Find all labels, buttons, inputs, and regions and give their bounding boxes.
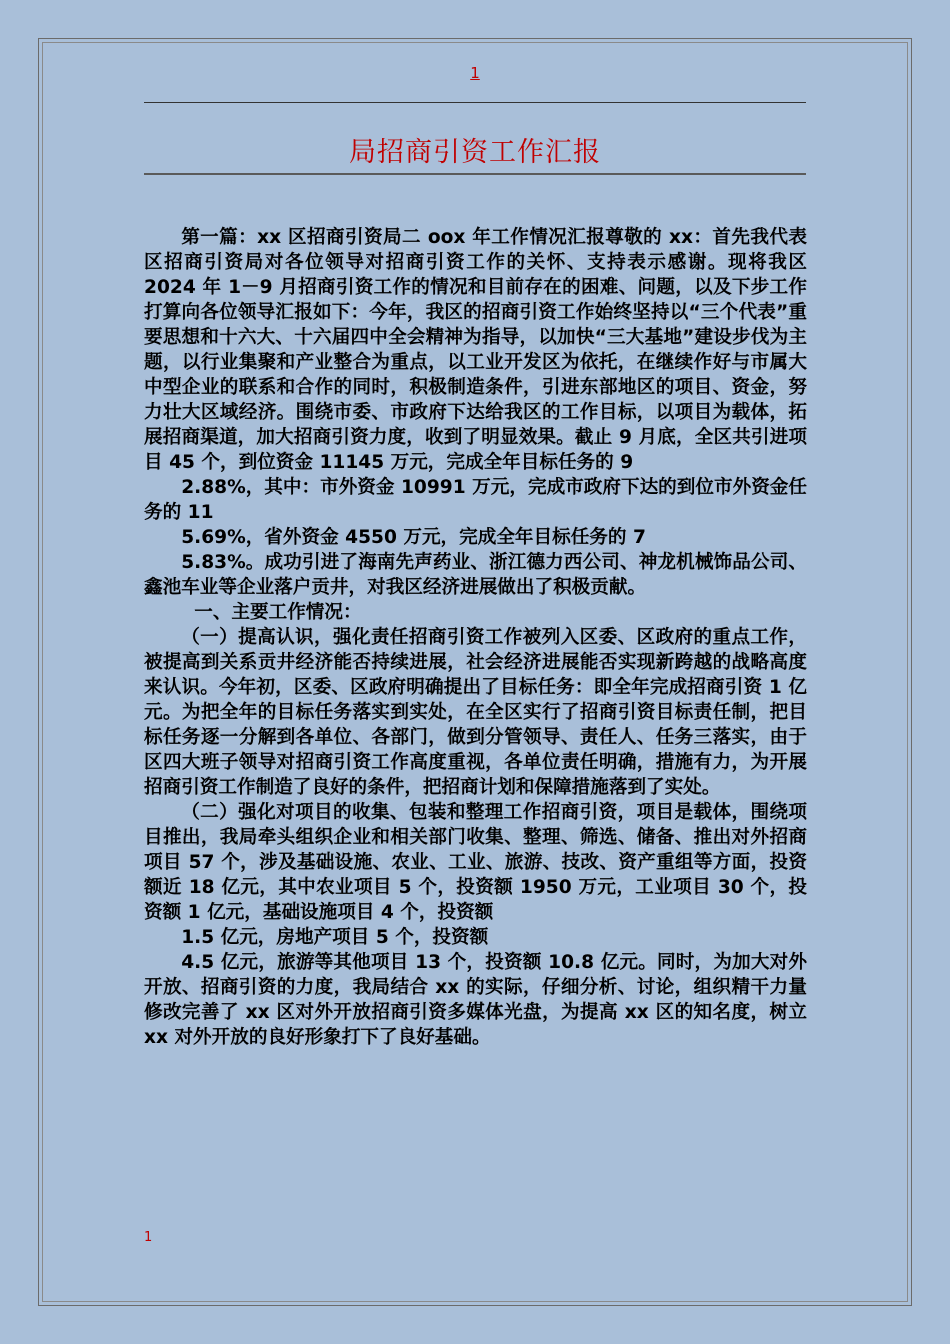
header-page-number: 1 [470, 64, 480, 82]
paragraph: （二）强化对项目的收集、包装和整理工作招商引资，项目是载体，围绕项目推出，我局牵头组织企业和相关部门收集、整理、筛选、储备、推出对外招商项目 57 个，涉及基础设施、农业、工业、旅游、技改、资产重组等方面，投资额近 18 亿元，其中农业项目 5 个，投资额 1950 万元，工业项目 30 个，投资额 1 亿元，基础设施项目 4 个，投资额 [144, 802, 807, 923]
section-heading: 一、主要工作情况： [194, 602, 362, 623]
paragraph: （一）提高认识，强化责任招商引资工作被列入区委、区政府的重点工作，被提高到关系贡井经济能否持续进展，社会经济进展能否实现新跨越的战略高度来认识。今年初，区委、区政府明确提出了目标任务：即全年完成招商引资 1 亿元。为把全年的目标任务落实到实处，在全区实行了招商引资目标责任制，把目标任务逐一分解到各单位、各部门，做到分管领导、责任人、任务三落实，由于区四大班子领导对招商引资工作高度重视，各单位责任明确，措施有力，为开展招商引资工作制造了良好的条件，把招商计划和保障措施落到了实处。 [144, 627, 807, 798]
header-rule [144, 102, 806, 103]
document-title: 局招商引资工作汇报 [349, 137, 601, 168]
footer-page-number: 1 [144, 1230, 153, 1245]
paragraph: 1.5 亿元，房地产项目 5 个，投资额 [181, 927, 489, 948]
paragraph: 第一篇：xx 区招商引资局二 oox 年工作情况汇报尊敬的 xx：首先我代表区招商引资局对各位领导对招商引资工作的关怀、支持表示感谢。现将我区 2024 年 1－9 月招商引资工作的情况和目前存在的困难、问题，以及下步工作打算向各位领导汇报如下：今年，我区的招商引资工作始终坚持以“三个代表”重要思想和十六大、十六届四中全会精神为指导，以加快“三大基地”建设步伐为主题，以行业集聚和产业整合为重点，以工业开发区为依托，在继续作好与市属大中型企业的联系和合作的同时，积极制造条件，引进东部地区的项目、资金，努力壮大区域经济。围绕市委、市政府下达给我区的工作目标，以项目为载体，拓展招商渠道，加大招商引资力度，收到了明显效果。截止 9 月底，全区共引进项目 45 个，到位资金 11145 万元，完成全年目标任务的 9 [144, 227, 807, 473]
paragraph: 4.5 亿元，旅游等其他项目 13 个，投资额 10.8 亿元。同时，为加大对外开放、招商引资的力度，我局结合 xx 的实际，仔细分析、讨论，组织精干力量修改完善了 xx 区对外开放招商引资多媒体光盘，为提高 xx 区的知名度，树立 xx 对外开放的良好形象打下了良好基础。 [144, 952, 807, 1048]
title-rule [144, 173, 806, 175]
paragraph: 5.69%，省外资金 4550 万元，完成全年目标任务的 7 [181, 527, 646, 548]
document-body [144, 225, 807, 1050]
paragraph: 5.83%。成功引进了海南先声药业、浙江德力西公司、神龙机械饰品公司、鑫池车业等企业落户贡井，对我区经济进展做出了积极贡献。 [144, 552, 807, 598]
paragraph: 2.88%，其中：市外资金 10991 万元，完成市政府下达的到位市外资金任务的 11 [144, 477, 807, 523]
